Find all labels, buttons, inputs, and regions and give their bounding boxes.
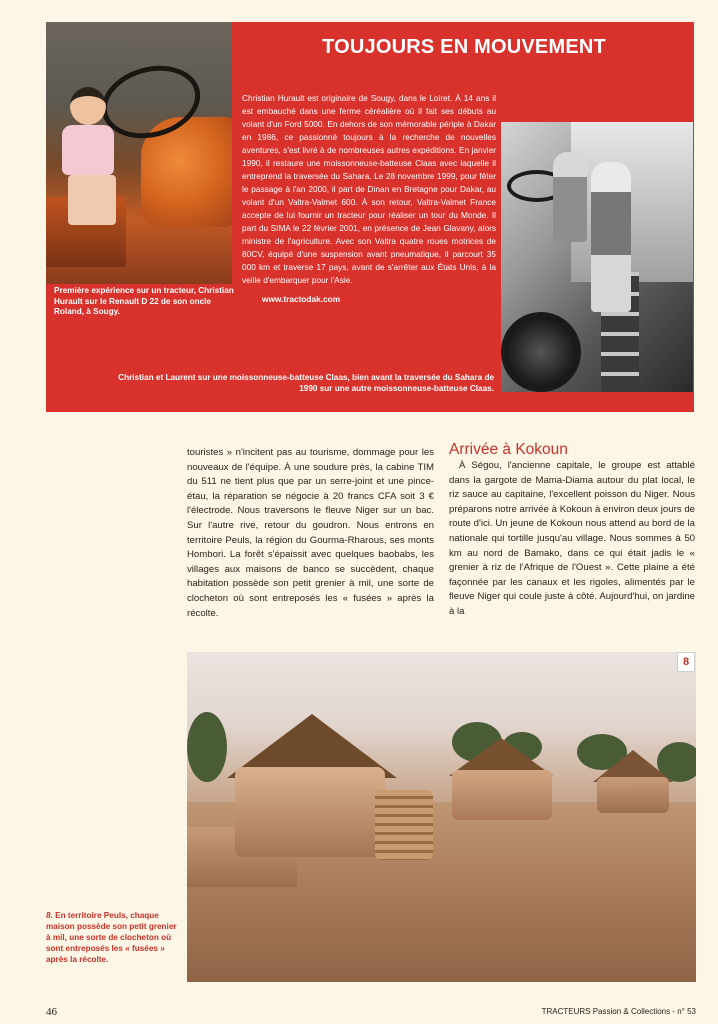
caption-text: En territoire Peuls, chaque maison possède son petit grenier à mil, une sorte de clocheton où sont entreposés les « fusées » après la récolte. [46,911,177,964]
box-body-text: Christian Hurault est originaire de Sougy, dans le Loiret. À 14 ans il est embauché dans une ferme céréalière où il fait ses débuts au volant d'un Ford 5000. En dehors de son mémorable périple à Dakar en 1986, ce passionné toujours à la recherche de nouvelles aventures, s'est livré à de nombreuses autres expéditions. En janvier 1990, il restaure une moissonneuse-batteuse Claas avec laquelle il entreprend la traversée du Sahara. Le 28 novembre 1999, pour fêter le passage à l'an 2000, il part de Dinan en Bretagne pour Dakar, au volant d'un Valtra-Valmet 600. À son retour, Valtra-Valmet France accepte de lui fournir un tracteur pour réaliser un tour du Monde. Il part du SIMA le 22 février 2001, en présence de Jean Glavany, alors ministre de l'agriculture. Avec son Valtra quatre roues motrices de 80CV, équipé d'une suspension avant pneumatique, il parcourt 35 000 km et traverse 17 pays, avant de s'arrêter aux États Unis, à la veille d'embarquer pour l'Asie. [242,93,496,285]
article-column-right [449,441,695,620]
hut [597,777,669,813]
caption-photo-harvester: Christian et Laurent sur une moissonneuse-batteuse Claas, bien avant la traversée du Sahara de 1990 sur une autre moissonneuse-batteuse Claas. [118,373,494,393]
caption-number: 8. [46,911,53,920]
page-number: 46 [46,1006,57,1018]
millet-granary [375,790,433,860]
hut [452,770,552,820]
photo-peul-village [187,652,696,982]
website-link[interactable]: www.tractodak.com [262,294,341,304]
article-column-left: touristes » n'incitent pas au tourisme, dommage pour les nouveaux de l'équipe. À une soudure près, la cabine TIM du 511 ne tient plus que par un serre-joint et une pince-étau, la réparation se négocie à 20 francs CFA soit 3 € l'électrode. Nous traversons le fleuve Niger sur un bac. Sur l'autre rive, retour du goudron. Nous entrons en territoire Peuls, la région du Gourma-Rharous, ses monts Hombori. La forêt s'épaissit avec quelques baobabs, les villages aux maisons de banco se succèdent, chaque habitation possède son petit grenier à mil, une sorte de clocheton où sont entreposés les « fusées » après la récolte. [187,447,434,619]
photo-child-on-tractor [46,22,232,284]
running-footer: TRACTEURS Passion & Collections - n° 53 [541,1007,696,1016]
box-title: TOUJOURS EN MOUVEMENT [322,36,606,58]
photo-number-badge: 8 [677,652,695,672]
child-figure [60,87,122,227]
article-paragraph: À Ségou, l'ancienne capitale, le groupe est attablé dans la gargote de Mama-Diama autour du plat local, le riz sauce au capitaine, l'excellent poisson du Niger. Nous préparons notre arrivée à Kokoun à environ deux jours de route d'ici. Un jeune de Kokoun nous attend au bord de la nationale qui tortille jusqu'au village. Nous sommes à 50 km au nord de Bamako, dans ce qui était jadis le « grenier à riz de l'Afrique de l'Ouest ». Cette plaine a été façonnée par les canaux et les rigoles, alimentés par le fleuve Niger qui coule juste à côté. Aujourd'hui, on jardine à la [449,460,695,617]
caption-photo-child: Première expérience sur un tracteur, Christian Hurault sur le Renault D 22 de son oncle Roland, à Sougy. [54,286,234,316]
sidebar-box [46,22,694,412]
section-heading: Arrivée à Kokoun [449,441,568,458]
caption-photo-village [46,910,178,965]
photo-boys-on-harvester [501,122,693,392]
hut [235,767,385,857]
